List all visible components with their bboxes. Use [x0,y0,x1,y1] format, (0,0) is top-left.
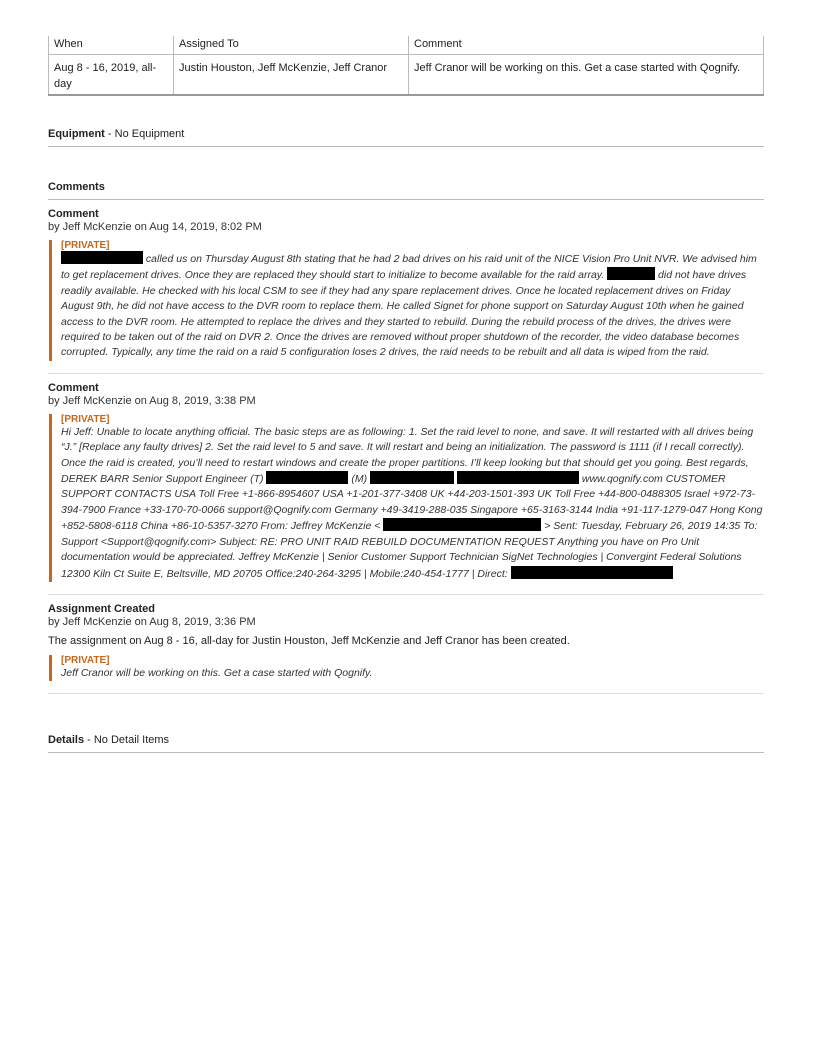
details-label: Details [48,734,85,747]
equipment-section [48,128,764,147]
private-text-part: Hi Jeff: Unable to locate anything official. The basic steps are as following: 1. Set the raid level to none, and save. It will restarted with all drives being “J.” [Replace any faulty drives] 2. Set the raid level to 5 and save. It will restart and being an initialization. The password is 1111 (if I recall correctly). Once the raid is created, you’ll need to restart windows and create the proper partitions. I’ll keep looking but that should get you going. Best regards, DEREK BARR Senior Support Engineer (T) [61,425,754,486]
private-note [49,655,764,681]
cell-assigned-to: Justin Houston, Jeff McKenzie, Jeff Cranor [174,55,409,96]
private-text-part: www.qognify.com CUSTOMER SUPPORT CONTACTS USA Toll Free +1-866-8954607 USA +1-201-377-3408 UK +44-203-1501-393 UK Toll Free +44-800-0488305 Israel +972-73-394-7900 France +33-170-70-0066 support@Qognify.com Germany +49-3419-288-035 Singapore +65-3163-3144 India +91-117-1279-047 Hong Kong +852-5808-6118 China +86-10-5357-3270 From: Jeffrey McKenzie < [61,473,763,533]
redaction-block [266,471,348,484]
private-text-part: (M) [351,473,368,486]
cell-comment: Jeff Cranor will be working on this. Get a case started with Qognify. [409,55,764,96]
document-page [48,0,764,753]
entry-byline: by Jeff McKenzie on Aug 8, 2019, 3:38 PM [48,394,256,407]
private-label: [PRIVATE] [61,654,110,666]
private-text-part: called us on Thursday August 8th stating that he had 2 bad drives on his raid unit of the NICE Vision Pro Unit NVR. We advised him to get replacement drives. Once they are replaced they should start to initialize to become available for the raid array. [61,253,757,282]
column-header-assigned-to: Assigned To [174,36,409,55]
entry-title: Comment [48,208,99,220]
column-header-when: When [49,36,174,55]
private-text-part: > Sent: Tuesday, February 26, 2019 14:35 To: Support <Support@qognify.com> Subject: RE: PRO UNIT RAID REBUILD DOCUMENTATION REQUEST Anything you have on Pro Unit documentation would be appreciated. Jeffrey McKenzie | Senior Customer Support Technician SigNet Technologies | Convergint Federal Solutions 12300 Kiln Ct Suite E, Beltsville, MD 20705 Office:240-264-3295 | Mobile:240-454-1777 | Direct: [61,520,758,580]
redaction-block [61,251,143,264]
private-text [61,425,764,582]
equipment-label: Equipment [48,128,105,140]
column-header-comment: Comment [409,36,764,55]
private-text-part: did not have drives readily available. He checked with his local CSM to see if they had any spare replacement drives. Once he located replacement drives on Friday August 9th, he did not have access to the DVR room to replace them. He called Signet for phone support on Saturday August 10th when he gained access to the DVR room. He attempted to replace the drives and they started to rebuild. During the rebuild process of the drives, the drives were required to be taken out of the raid on DVR 2. Once the drives are removed without proper shutdown of the recorder, the video database becomes corrupted. Typically, any time the raid on a raid 5 configuration loses 2 drives, the raid needs to be rebuilt and all data is wiped from the raid. [61,269,747,359]
table-header-row [49,36,764,55]
redaction-block [383,518,541,531]
entry-body: The assignment on Aug 8 - 16, all-day for Justin Houston, Jeff McKenzie and Jeff Cranor has been created. [48,634,570,647]
comment-entry [48,374,764,595]
details-section [48,734,764,753]
private-label: [PRIVATE] [61,240,110,251]
assignment-created-entry [48,595,764,694]
private-label: [PRIVATE] [61,413,110,425]
entry-title: Assignment Created [48,602,155,615]
private-note [49,240,764,361]
redaction-block [511,566,673,579]
entry-byline: by Jeff McKenzie on Aug 8, 2019, 3:36 PM [48,615,256,628]
entry-title: Comment [48,381,99,394]
comment-entry [48,200,764,374]
private-text: Jeff Cranor will be working on this. Get a case started with Qognify. [61,666,373,679]
redaction-block [457,471,579,484]
details-value: - No Detail Items [84,734,170,747]
redaction-block [370,471,454,484]
equipment-value: - No Equipment [104,128,185,140]
cell-when: Aug 8 - 16, 2019, all-day [49,55,174,96]
table-row [49,55,764,96]
private-note [49,414,764,582]
redaction-block [607,267,655,280]
private-text [61,251,764,361]
assignments-table [48,36,764,96]
entry-byline: by Jeff McKenzie on Aug 14, 2019, 8:02 PM [48,221,262,233]
comments-header: Comments [48,181,764,200]
